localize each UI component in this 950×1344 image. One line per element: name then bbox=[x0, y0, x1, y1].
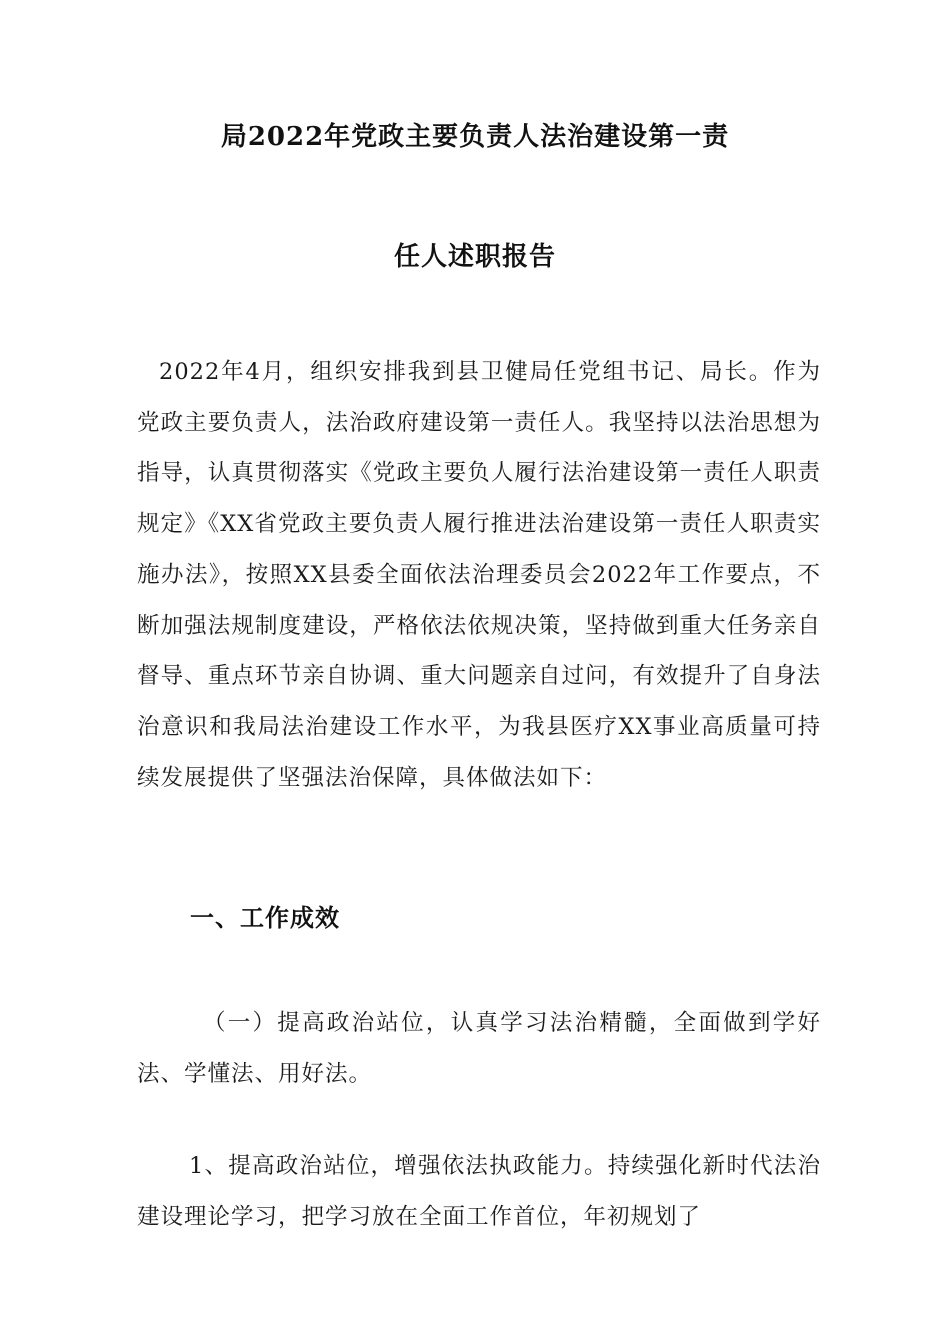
intro-paragraph: 2022年4月，组织安排我到县卫健局任党组书记、局长。作为党政主要负责人，法治政府建设第一责任人。我坚持以法治思想为指导，认真贯彻落实《党政主要负人履行法治建设第一责任人职责规定》《XX省党政主要负责人履行推进法治建设第一责任人职责实施办法》，按照XX县委全面依法治理委员会2022年工作要点，不断加强法规制度建设，严格依法依规决策，坚持做到重大任务亲自督导、重点环节亲自协调、重大问题亲自过问，有效提升了自身法治意识和我局法治建设工作水平，为我县医疗XX事业高质量可持续发展提供了坚强法治保障，具体做法如下： bbox=[137, 359, 821, 791]
section-heading-work-results: 一、工作成效 bbox=[190, 903, 340, 932]
document-title-line-2: 任人述职报告 bbox=[393, 242, 556, 272]
item-paragraph-1: 1、提高政治站位，增强依法执政能力。持续强化新时代法治建设理论学习，把学习放在全面工作首位，年初规划了 bbox=[137, 1153, 821, 1230]
document-title-line-1: 局2022年党政主要负责人法治建设第一责 bbox=[220, 122, 730, 152]
subsection-paragraph-1: （一）提高政治站位，认真学习法治精髓，全面做到学好法、学懂法、用好法。 bbox=[137, 1010, 821, 1087]
